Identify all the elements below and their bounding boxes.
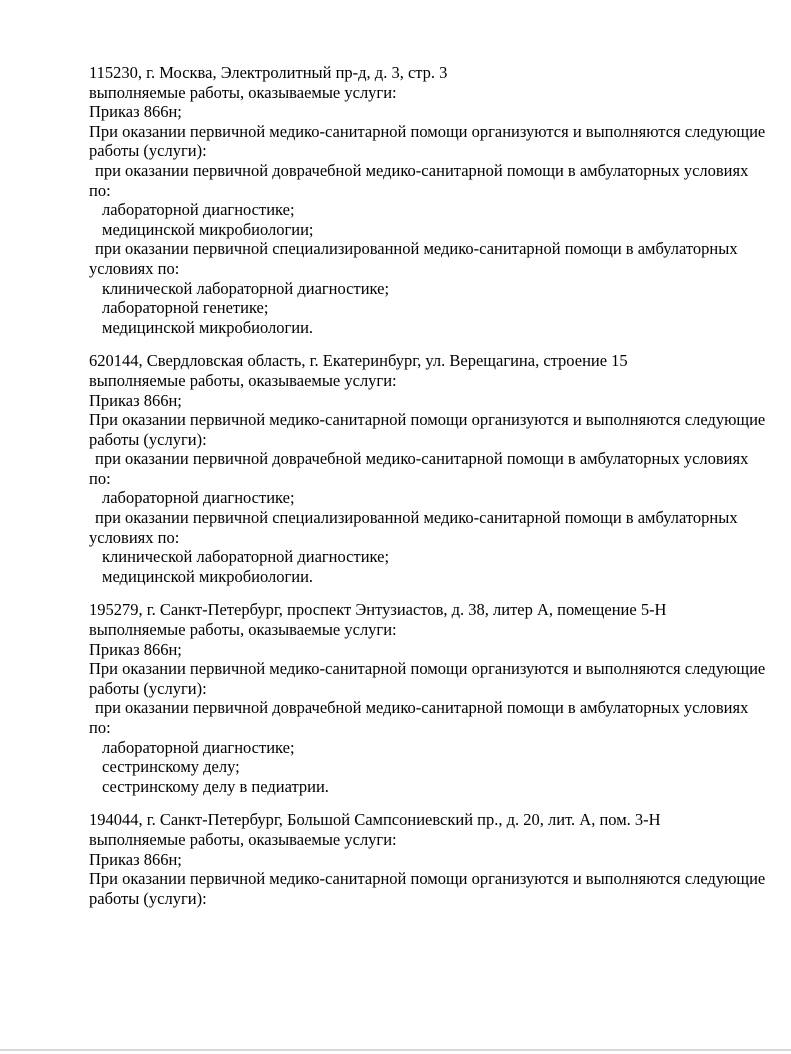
service-line: по:	[89, 180, 111, 200]
service-line: выполняемые работы, оказываемые услуги:	[89, 82, 397, 102]
service-line: выполняемые работы, оказываемые услуги:	[89, 829, 397, 849]
service-line: лабораторной диагностике;	[102, 737, 295, 757]
service-line: медицинской микробиологии;	[102, 219, 314, 239]
address-line: 620144, Свердловская область, г. Екатеринбург, ул. Верещагина, строение 15	[89, 351, 628, 371]
service-line: по:	[89, 468, 111, 488]
service-line: медицинской микробиологии.	[102, 566, 314, 586]
service-line: при оказании первичной специализированной медико-санитарной помощи в амбулаторных	[95, 239, 738, 259]
service-line: работы (услуги):	[89, 888, 207, 908]
service-line: При оказании первичной медико-санитарной помощи организуются и выполняются следующие	[89, 410, 766, 430]
license-section	[89, 351, 766, 586]
service-line: условиях по:	[89, 527, 180, 547]
service-line: лабораторной генетике;	[102, 298, 269, 318]
service-line: работы (услуги):	[89, 141, 207, 161]
license-section	[89, 600, 766, 796]
address-line: 194044, г. Санкт-Петербург, Большой Сампсониевский пр., д. 20, лит. А, пом. 3-Н	[89, 810, 661, 830]
service-line: Приказ 866н;	[89, 102, 182, 122]
service-line: при оказании первичной специализированной медико-санитарной помощи в амбулаторных	[95, 508, 738, 528]
license-section	[89, 810, 766, 908]
service-line: выполняемые работы, оказываемые услуги:	[89, 370, 397, 390]
service-line: При оказании первичной медико-санитарной помощи организуются и выполняются следующие	[89, 869, 766, 889]
service-line: работы (услуги):	[89, 678, 207, 698]
service-line: работы (услуги):	[89, 429, 207, 449]
service-line: При оказании первичной медико-санитарной помощи организуются и выполняются следующие	[89, 659, 766, 679]
service-line: выполняемые работы, оказываемые услуги:	[89, 620, 397, 640]
service-line: сестринскому делу;	[102, 757, 240, 777]
footer-divider	[0, 1049, 791, 1051]
service-line: При оказании первичной медико-санитарной помощи организуются и выполняются следующие	[89, 121, 766, 141]
service-line: клинической лабораторной диагностике;	[102, 278, 390, 298]
service-line: условиях по:	[89, 258, 180, 278]
service-line: медицинской микробиологии.	[102, 317, 314, 337]
service-line: лабораторной диагностике;	[102, 488, 295, 508]
address-line: 115230, г. Москва, Электролитный пр-д, д. 3, стр. 3	[89, 63, 448, 82]
license-section	[89, 63, 766, 337]
license-document	[89, 63, 766, 922]
service-line: при оказании первичной доврачебной медико-санитарной помощи в амбулаторных условиях	[95, 160, 749, 180]
service-line: при оказании первичной доврачебной медико-санитарной помощи в амбулаторных условиях	[95, 698, 749, 718]
address-line: 195279, г. Санкт-Петербург, проспект Энтузиастов, д. 38, литер А, помещение 5-Н	[89, 600, 667, 620]
service-line: Приказ 866н;	[89, 639, 182, 659]
service-line: по:	[89, 718, 111, 737]
service-line: Приказ 866н;	[89, 390, 182, 410]
service-line: лабораторной диагностике;	[102, 200, 295, 220]
service-line: клинической лабораторной диагностике;	[102, 547, 390, 567]
service-line: сестринскому делу в педиатрии.	[102, 776, 329, 796]
service-line: Приказ 866н;	[89, 849, 182, 869]
service-line: при оказании первичной доврачебной медико-санитарной помощи в амбулаторных условиях	[95, 449, 749, 469]
